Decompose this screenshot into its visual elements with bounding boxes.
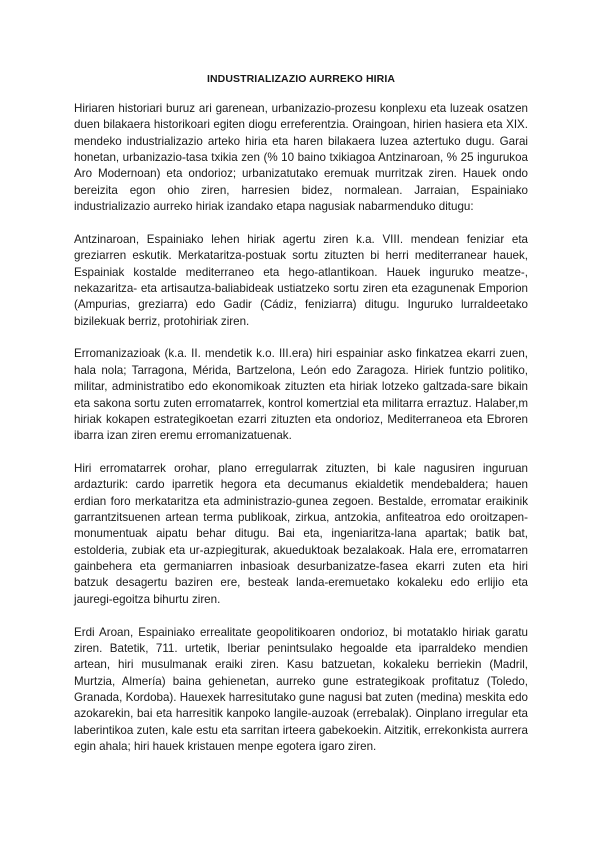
paragraph-antiquity: Antzinaroan, Espainiako lehen hiriak agertu ziren k.a. VIII. mendean feniziar eta greziarren eskutik. Merkataritza-postuak sortu zituzten bi herri mediterranear hauek, Espainiak kostalde mediterraneo eta hego-atlantikoan. Hauek inguruko meatze-, nekazaritza- eta artisautza-baliabideak ustiatzeko sortu ziren eta ezagunenak Emporion (Ampurias, greziarra) edo Gadir (Cádiz, feniziarra) ditugu. Inguruko lurraldeetako bizilekuak berriz, protohiriak ziren. [74,232,528,328]
document-page [74,72,528,772]
document-title: INDUSTRIALIZAZIO AURREKO HIRIA [206,73,396,85]
paragraph-middle-ages: Erdi Aroan, Espainiako errealitate geopolitikoaren ondorioz, bi motataklo hiriak garatu ziren. Batetik, 711. urtetik, Iberiar penintsulako hegoalde eta iparraldeko mendien artean, hiri musulmanak eraiki ziren. Kasu batzuetan, kokaleku berriekin (Madril, Murtzia, Almería) baina gehienetan, aurreko gune estrategikoak profitatuz (Toledo, Granada, Kordoba). Hauexek harresitutako gune nagusi bat zuten (medina) meskita edo azokarekin, bai eta harresitik kanpoko langile-auzoak (errebalak). Oinplano irregular eta laberintikoa zuten, kale estu eta sarritan irteera gabekoekin. Aitzitik, errekonkista aurrera egin ahala; hiri hauek kristauen menpe egotera igaro ziren. [74,625,528,754]
paragraph-romanization: Erromanizazioak (k.a. II. mendetik k.o. III.era) hiri espainiar asko finkatzea ekarri zuen, hala nola; Tarragona, Mérida, Bartzelona, León edo Zaragoza. Hiriek funtzio politiko, militar, administratibo edo ekonomikoak zituzten eta hiriak lotzeko galtzada-sare bikain eta sakona sortu zuten erromatarrek, kontrol komertzial eta militarra erraztuz. Halaber,m hiriak kokapen estrategikoetan ezarri zituzten eta ondorioz, Mediterraneoa eta Ebroren ibarra izan ziren eremu erromanizatuenak. [74,347,528,443]
paragraph-intro: Hiriaren historiari buruz ari garenean, urbanizazio-prozesu konplexu eta luzeak osatzen duen bilakaera historikoari egiten diogu erreferentzia. Oraingoan, hirien hasiera eta XIX. mendeko industrializazio arteko hiria eta haren bilakaera luzea aztertuko dugu. Garai honetan, urbanizazio-tasa txikia zen (% 10 baino txikiagoa Antzinaroan, % 25 ingurukoa Aro Modernoan) eta ondorioz; urbanizatutako eremuak murritzak ziren. Hauek ondo bereizita egon ohio ziren, harresien bidez, normalean. Jarraian, Espainiako industrializazio aurreko hiriak izandako etapa nagusiak nabarmenduko ditugu: [74,102,528,214]
paragraph-roman-cities: Hiri erromatarrek orohar, plano erregularrak zituzten, bi kale nagusiren inguruan ardazturik: cardo iparretik hegora eta decumanus ekialdetik mendebaldera; hauen erdian foro merkataritza eta administrazio-gunea zegoen. Bestalde, erromatar eraikinik garrantzitsuenen artean terma publikoak, zirkua, antzokia, anfiteatroa edo oroitzapen-monumentuak aipatu behar ditugu. Bai eta, ingeniaritza-lana apartak; batik bat, estolderia, zubiak eta ur-azpiegiturak, akueduktoak bezalakoak. Hala ere, erromatarren gainbehera eta germaniarren inbasioak desurbanizatze-fasea ekarri zuten eta hiri batzuk desagertu baziren ere, besteak landa-eremuetako kokaleku edo erlijio eta jauregi-egoitza bihurtu ziren. [74,462,528,606]
